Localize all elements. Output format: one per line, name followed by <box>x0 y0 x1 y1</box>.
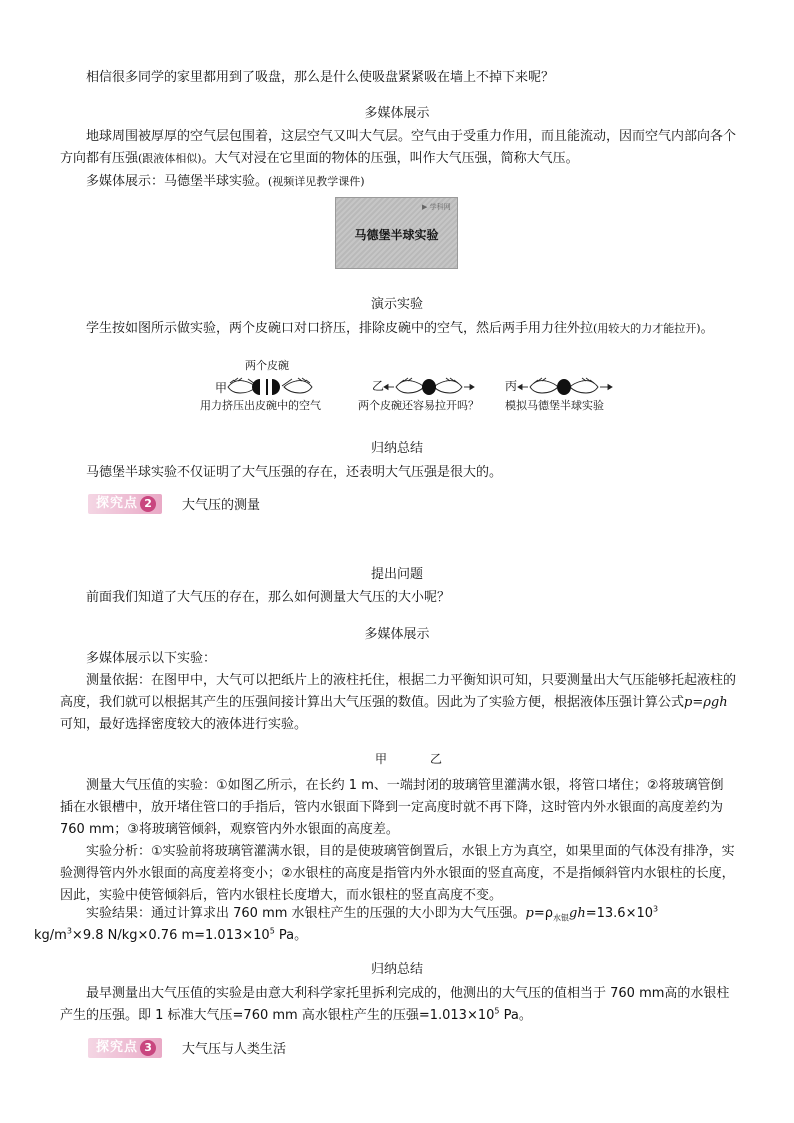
panel-bing-sphere <box>557 379 571 395</box>
para-atmosphere <box>60 126 736 170</box>
badge-3-text: 探究点 <box>96 1040 139 1055</box>
badge-2-text: 探究点 <box>96 496 139 511</box>
para-demo-text-b: 。 <box>700 321 714 336</box>
result-unit-sup: 3 <box>66 926 72 936</box>
result-gh: gh <box>569 906 586 921</box>
figure-top-label: 两个皮碗 <box>245 359 289 372</box>
figure-caption-bing: 模拟马德堡半球实验 <box>505 399 604 412</box>
media-demo-note: (视频详见教学课件) <box>268 175 365 188</box>
media-demo-line <box>60 171 736 193</box>
panel-jia-hands <box>228 378 312 393</box>
para-atmosphere-text-b: 。大气对浸在它里面的物体的压强，叫作大气压强，简称大气压。 <box>201 151 579 166</box>
result-line2-end: Pa。 <box>274 928 308 943</box>
basis-formula: p=ρgh <box>684 695 728 710</box>
result-p: p <box>525 906 534 921</box>
measure-paragraph: 测量大气压值的实验：①如图乙所示，在长约 1 m、一端封闭的玻璃管里灌满水银，将管口堵住；②将玻璃管倒插在水银槽中，放开堵住管口的手指后，管内水银面下降到一定高度时就不再下降，这时管内外水银面的高度差约为 760 mm；③将玻璃管倾斜，观察管内外水银面的高度差。 <box>60 778 724 837</box>
heading-media-1: 多媒体展示 <box>364 106 430 121</box>
figure-caption-yi: 两个皮碗还容易拉开吗？ <box>358 399 479 412</box>
summary-2-text: 最早测量出大气压值的实验是由意大利科学家托里拆利完成的，他测出的大气压的值相当于 760 mm高的水银柱产生的压强。即 1 标准大气压=760 mm 高水银柱产生的压强=1.013×10 <box>60 986 730 1023</box>
panel-yi-cups <box>422 379 436 395</box>
para-demo <box>60 318 736 340</box>
section-title-3: 大气压与人类生活 <box>182 1042 287 1057</box>
figure-suction-cups <box>200 357 630 419</box>
figure-2-label-yi: 乙 <box>430 752 443 766</box>
section-title-2: 大气压的测量 <box>182 498 261 513</box>
panel-jia-cups <box>252 379 280 395</box>
result-unit: kg/m <box>34 928 67 943</box>
para-demo-note: (用较大的力才能拉开) <box>593 322 701 335</box>
result-line2: ×9.8 N/kg×0.76 m=1.013×10 <box>71 928 270 943</box>
figure-label-bing: 丙 <box>505 379 518 393</box>
badge-explore-2 <box>88 494 162 514</box>
summary-1: 马德堡半球实验不仅证明了大气压强的存在，还表明大气压强是很大的。 <box>86 465 503 480</box>
result-sup3: 3 <box>653 904 659 914</box>
heading-question: 提出问题 <box>370 567 423 582</box>
heading-media-2: 多媒体展示 <box>364 627 430 642</box>
media-2-intro: 多媒体展示以下实验： <box>86 651 217 666</box>
question-2: 前面我们知道了大气压的存在，那么如何测量大气压的大小呢？ <box>86 590 451 605</box>
figure-caption-jia: 用力挤压出皮碗中的空气 <box>200 399 321 412</box>
summary-2-end: Pa。 <box>499 1008 532 1023</box>
intro-question: 相信很多同学的家里都用到了吸盘，那么是什么使吸盘紧紧吸在墙上不掉下来呢？ <box>86 70 555 85</box>
badge-explore-3 <box>88 1038 162 1058</box>
result-paragraph <box>34 903 736 947</box>
result-eq1: =ρ <box>533 906 554 921</box>
heading-demo: 演示实验 <box>370 297 423 312</box>
para-demo-text-a: 学生按如图所示做实验，两个皮碗口对口挤压，排除皮碗中的空气，然后两手用力往外拉 <box>86 321 594 336</box>
result-subscript: 水银 <box>553 913 570 923</box>
video-thumbnail[interactable] <box>335 197 458 269</box>
figure-2-label-jia: 甲 <box>375 752 388 766</box>
basis-text-b: 可知，最好选择密度较大的液体进行实验。 <box>60 717 308 732</box>
summary-2-sup: 5 <box>494 1006 500 1016</box>
video-title: 马德堡半球实验 <box>354 228 439 242</box>
heading-summary-2: 归纳总结 <box>370 962 423 977</box>
summary-2 <box>60 983 736 1027</box>
basis-text-a: 测量依据：在图甲中，大气可以把纸片上的液柱托住，根据二力平衡知识可知，只要测量出大气压能够托起液柱的高度，我们就可以根据其产生的压强间接计算出大气压强的数值。因此为了实验方便，根据液体压强计算公式 <box>60 673 737 710</box>
basis-paragraph <box>60 670 736 736</box>
para-atmosphere-note: (跟液体相似) <box>138 152 202 165</box>
result-eq2: =13.6×10 <box>585 906 654 921</box>
media-demo-label: 多媒体展示：马德堡半球实验。 <box>86 174 269 189</box>
badge-3-number: 3 <box>140 1040 156 1056</box>
para-atmosphere-text-a: 地球周围被厚厚的空气层包围着，这层空气又叫大气层。空气由于受重力作用，而且能流动，因而空气内部向各个方向都有压强 <box>60 129 737 166</box>
badge-2-number: 2 <box>140 496 156 512</box>
analysis-paragraph: 实验分析：①实验前将玻璃管灌满水银，目的是使玻璃管倒置后，水银上方为真空，如果里面的气体没有排净，实验测得管内外水银面的高度差将变小；②水银柱的高度是指管内外水银面的竖直高度，不是指倾斜管内水银柱的长度，因此，实验中使管倾斜后，管内水银柱长度增大，而水银柱的竖直高度不变。 <box>60 844 735 903</box>
figure-label-jia: 甲 <box>215 381 228 395</box>
result-text-a: 实验结果：通过计算求出 760 mm 水银柱产生的压强的大小即为大气压强。 <box>86 906 526 921</box>
figure-label-yi: 乙 <box>372 379 385 393</box>
heading-summary-1: 归纳总结 <box>370 441 423 456</box>
result-sup5: 5 <box>269 926 275 936</box>
video-logo: ▶ 学科网 <box>422 203 451 211</box>
